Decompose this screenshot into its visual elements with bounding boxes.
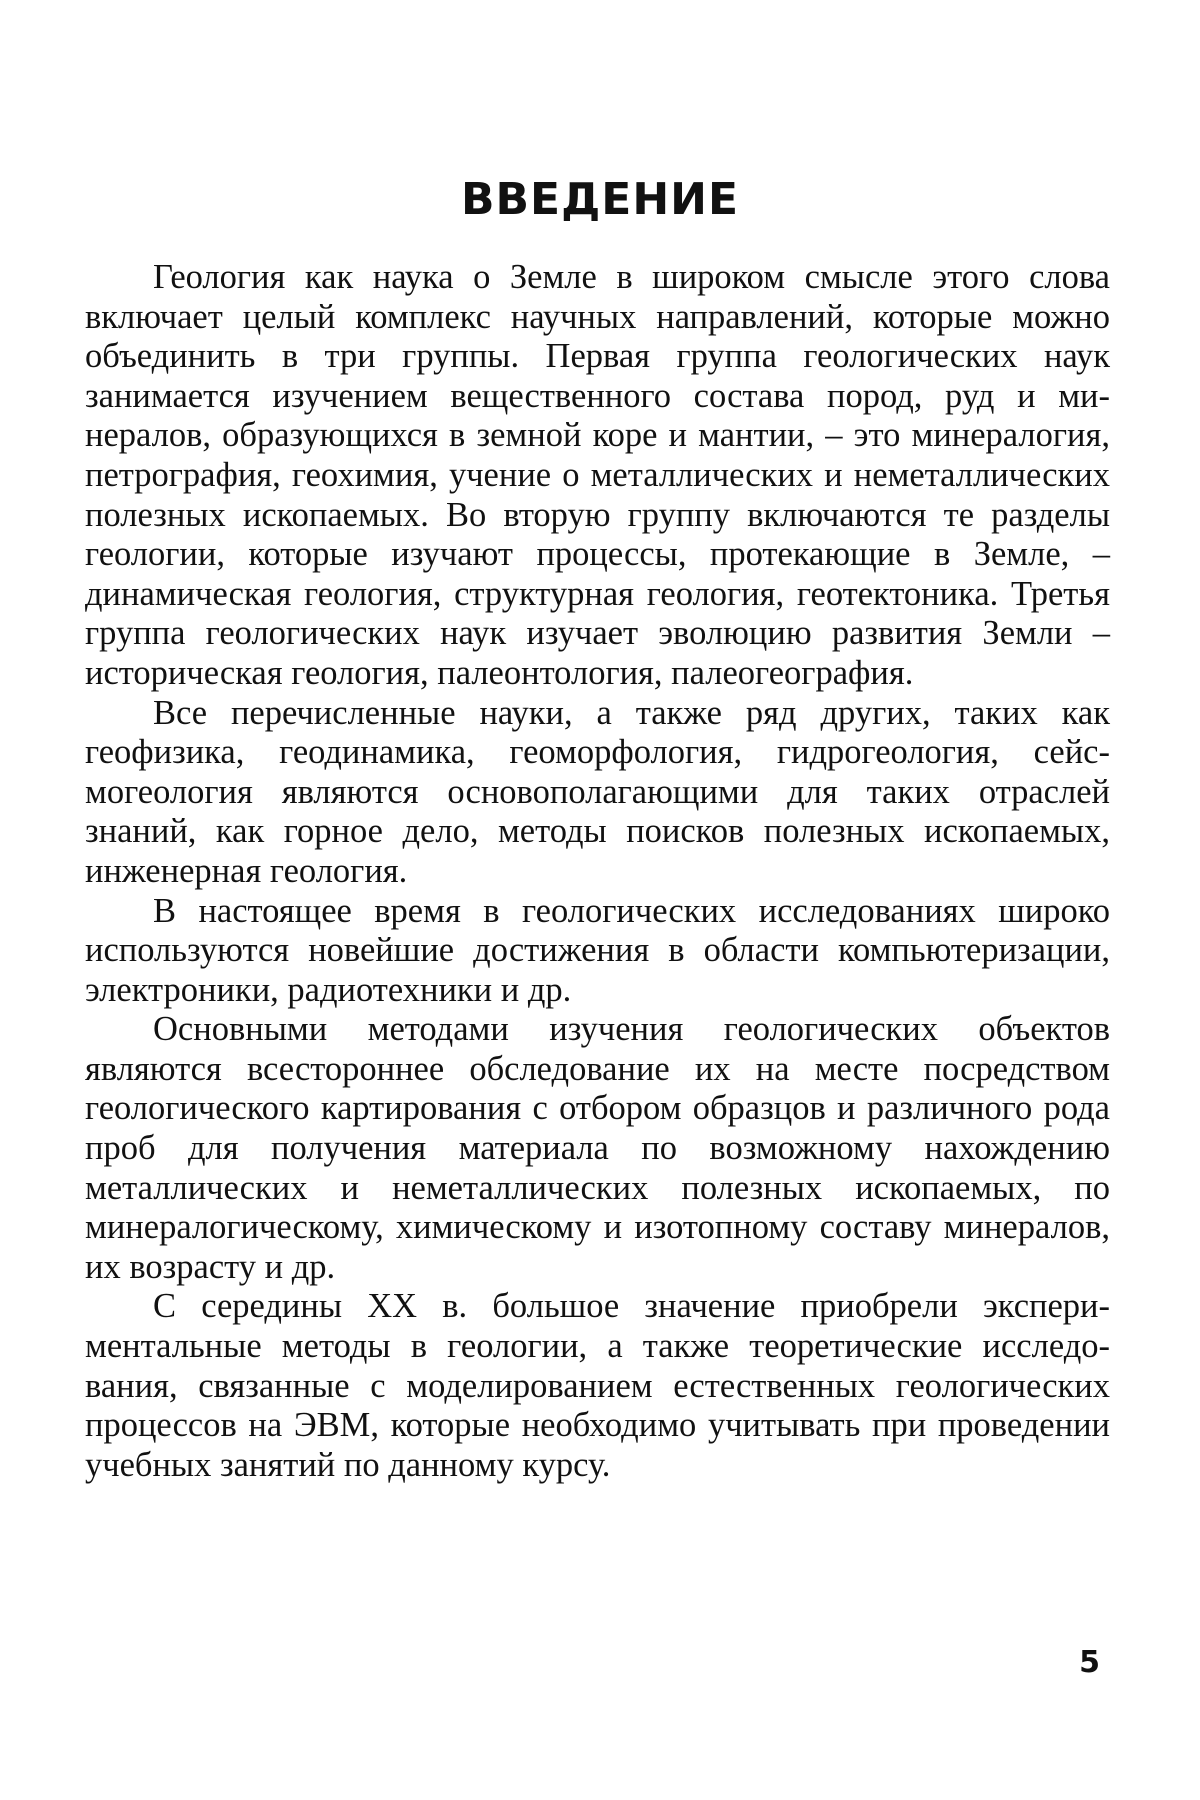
paragraph-2: Все перечисленные науки, а также ряд других, таких как геофизика, геодинамика, геоморфология, гидрогеология, сейсмогеология являются основополагающими для таких отраслей знаний, как горное дело, методы поисков полезных ископаемых, инженерная геология. bbox=[85, 693, 1110, 890]
page-number: 5 bbox=[1079, 1645, 1100, 1680]
paragraph-3: В настоящее время в геологических исследованиях широко используются новейшие достижения в области компьютеризации, электроники, радиотехники и др. bbox=[85, 891, 1110, 1009]
paragraph-5: С середины XX в. большое значение приобрели экспериментальные методы в геологии, а также теоретические исследования, связанные с моделированием естественных геологических процессов на ЭВМ, которые необходимо учитывать при проведении учебных занятий по данному курсу. bbox=[85, 1287, 1110, 1484]
paragraph-1: Геология как наука о Земле в широком смысле этого слова включает целый комплекс научных направлений, которые можно объединить в три группы. Первая группа геологических наук занимается изучением вещественного состава пород, руд и минералов, образующихся в земной коре и мантии, – это минералогия, петрография, геохимия, учение о металлических и неметаллических полезных ископаемых. Во вторую группу включаются те разделы геологии, которые изучают процессы, протекающие в Земле, – динамическая геология, структурная геология, геотектоника. Третья группа геологических наук изучает эволюцию развития Земли – историческая геология, палеонтология, палеогеография. bbox=[85, 258, 1110, 692]
page-title: ВВЕДЕНИЕ bbox=[460, 174, 740, 225]
body-text bbox=[85, 258, 1110, 1485]
paragraph-4: Основными методами изучения геологических объектов являются всестороннее обследование их на месте посредством геологического картирования с отбором образцов и различного рода проб для получения материала по возможному нахождению металлических и неметаллических полезных ископаемых, по минералогическому, химическому и изотопному составу минералов, их возрасту и др. bbox=[85, 1010, 1110, 1286]
